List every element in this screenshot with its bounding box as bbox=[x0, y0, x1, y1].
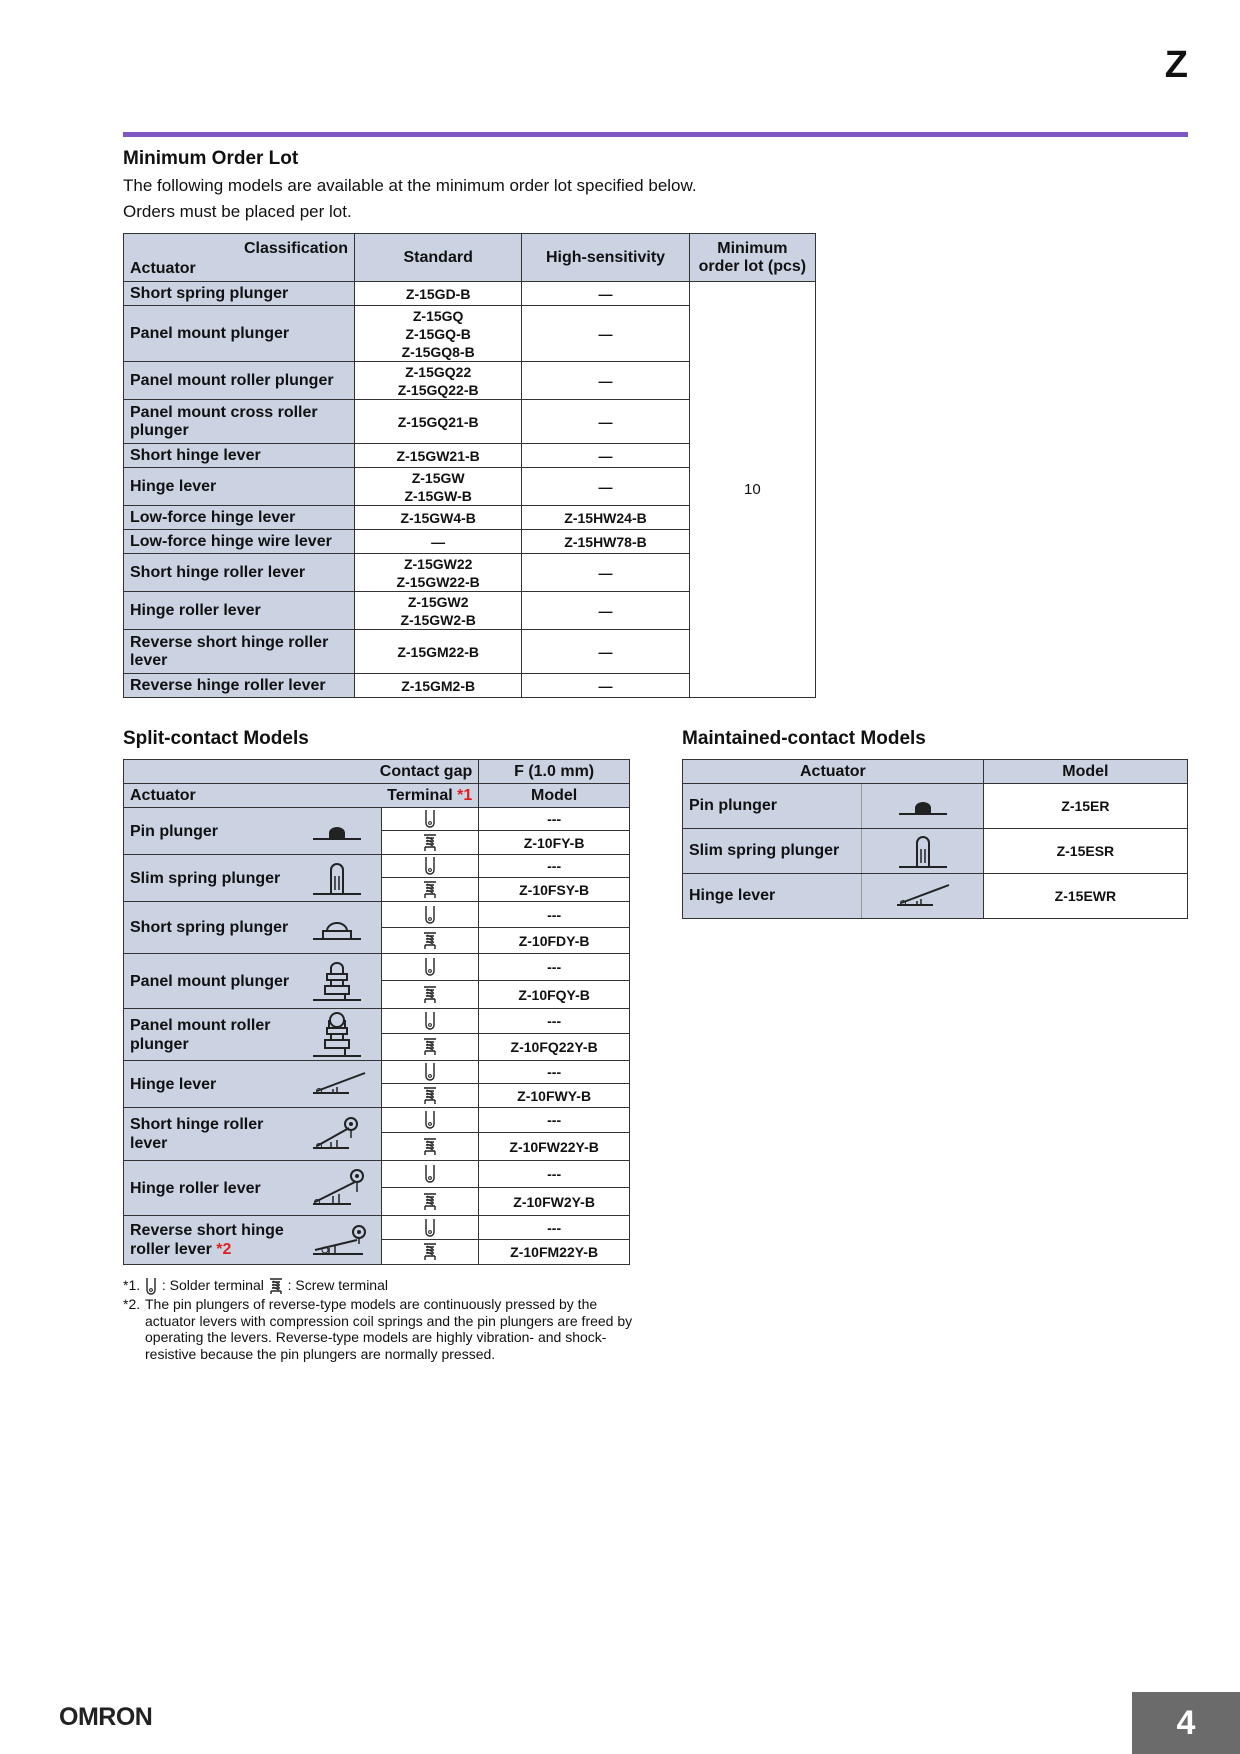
solder-terminal-icon bbox=[381, 855, 479, 878]
solder-terminal-icon bbox=[144, 1277, 158, 1295]
split-actuator-cell bbox=[124, 1216, 310, 1265]
head-terminal bbox=[381, 784, 479, 808]
split-model-solder: --- bbox=[479, 954, 630, 981]
table-row bbox=[124, 855, 630, 878]
fn1-solder: : Solder terminal bbox=[161, 1277, 264, 1293]
split-actuator-label: Reverse short hinge roller lever bbox=[130, 1222, 284, 1258]
standard-model-cell bbox=[355, 362, 522, 400]
min-order-body bbox=[124, 282, 816, 698]
fn2-text: The pin plungers of reverse-type models are continuously pressed by the actuator levers with compression coil springs and the pin plungers are freed by operating the levers. Reverse-type models are highly vibration- and shock-resistive because the pin plungers are normally pressed. bbox=[145, 1296, 633, 1362]
head-split-model: Model bbox=[479, 784, 630, 808]
split-actuator-cell bbox=[124, 954, 310, 1009]
table-row bbox=[124, 954, 630, 981]
reverse-short-hinge-roller-lever-icon bbox=[309, 1216, 381, 1265]
high-sensitivity-cell: Z-15HW24-B bbox=[522, 506, 689, 530]
head-classification: Classification bbox=[243, 239, 348, 257]
split-actuator-cell bbox=[124, 1061, 310, 1108]
head-min-1: Minimum bbox=[717, 239, 788, 257]
hinge-lever-icon bbox=[862, 874, 983, 919]
split-actuator-label: Pin plunger bbox=[130, 822, 218, 840]
split-actuator-cell bbox=[124, 855, 310, 902]
actuator-cell: Reverse short hinge roller lever bbox=[124, 630, 355, 674]
maintained-table bbox=[682, 759, 1188, 919]
hinge-lever-icon bbox=[309, 1061, 381, 1108]
maint-model-cell: Z-15EWR bbox=[983, 874, 1187, 919]
standard-model: Z-15GW-B bbox=[404, 487, 472, 504]
standard-model: Z-15GW21-B bbox=[396, 447, 480, 464]
split-model-solder: --- bbox=[479, 1216, 630, 1240]
split-actuator-label: Short hinge roller lever bbox=[130, 1116, 264, 1152]
solder-terminal-icon bbox=[381, 954, 479, 981]
solder-terminal-icon bbox=[381, 808, 479, 831]
split-model-screw: Z-10FSY-B bbox=[479, 878, 630, 902]
standard-model: Z-15GM22-B bbox=[397, 643, 480, 660]
head-maint-model: Model bbox=[983, 760, 1187, 784]
head-min-order bbox=[689, 234, 815, 282]
high-sensitivity-cell: — bbox=[522, 400, 689, 444]
split-model-solder: --- bbox=[479, 808, 630, 831]
fn2-mark: *2. bbox=[123, 1296, 141, 1312]
head-split-actuator: Actuator bbox=[124, 784, 382, 808]
head-terminal-note: *1 bbox=[457, 786, 473, 804]
table-row bbox=[124, 1009, 630, 1034]
header-rule bbox=[123, 132, 1188, 137]
high-sensitivity-cell: — bbox=[522, 444, 689, 468]
split-actuator-cell bbox=[124, 902, 310, 954]
standard-model: Z-15GQ22-B bbox=[397, 381, 479, 398]
split-model-screw: Z-10FW2Y-B bbox=[479, 1188, 630, 1216]
screw-terminal-icon bbox=[381, 831, 479, 855]
standard-model: Z-15GW22-B bbox=[396, 573, 480, 590]
maint-actuator-cell: Pin plunger bbox=[683, 784, 862, 829]
standard-model: Z-15GQ22 bbox=[405, 363, 472, 380]
high-sensitivity-cell: — bbox=[522, 554, 689, 592]
actuator-cell: Hinge lever bbox=[124, 468, 355, 506]
screw-terminal-icon bbox=[381, 981, 479, 1009]
split-model-screw: Z-10FY-B bbox=[479, 831, 630, 855]
split-actuator-cell bbox=[124, 808, 310, 855]
fn1-mark: *1. bbox=[123, 1277, 141, 1293]
maint-model-cell: Z-15ESR bbox=[983, 829, 1187, 874]
screw-terminal-icon bbox=[381, 1133, 479, 1161]
actuator-cell: Panel mount roller plunger bbox=[124, 362, 355, 400]
min-order-table bbox=[123, 233, 816, 698]
screw-terminal-icon bbox=[381, 878, 479, 902]
maint-actuator-cell: Slim spring plunger bbox=[683, 829, 862, 874]
standard-model: Z-15GW2-B bbox=[400, 611, 476, 628]
footnote-2 bbox=[123, 1296, 633, 1362]
screw-terminal-icon bbox=[381, 1240, 479, 1265]
standard-model-cell bbox=[355, 400, 522, 444]
standard-model: Z-15GQ8-B bbox=[401, 343, 475, 360]
standard-model: Z-15GW bbox=[411, 469, 465, 486]
fn1-screw: : Screw terminal bbox=[287, 1277, 388, 1293]
split-model-solder: --- bbox=[479, 1161, 630, 1188]
split-actuator-label: Short spring plunger bbox=[130, 919, 289, 936]
panel-mount-roller-plunger-icon bbox=[309, 1009, 381, 1061]
slim-spring-plunger-icon bbox=[862, 829, 983, 874]
split-model-solder: --- bbox=[479, 1108, 630, 1133]
solder-terminal-icon bbox=[381, 1009, 479, 1034]
split-model-screw: Z-10FWY-B bbox=[479, 1084, 630, 1108]
table-row bbox=[124, 1216, 630, 1240]
standard-model: Z-15GW2 bbox=[407, 593, 469, 610]
split-model-screw: Z-10FQY-B bbox=[479, 981, 630, 1009]
pin-plunger-icon bbox=[862, 784, 983, 829]
standard-model-cell bbox=[355, 506, 522, 530]
high-sensitivity-cell: — bbox=[522, 674, 689, 698]
split-model-screw: Z-10FW22Y-B bbox=[479, 1133, 630, 1161]
split-model-solder: --- bbox=[479, 1009, 630, 1034]
head-maint-actuator: Actuator bbox=[683, 760, 984, 784]
standard-model: Z-15GQ bbox=[412, 307, 464, 324]
short-spring-plunger-icon bbox=[309, 902, 381, 954]
maint-actuator-cell: Hinge lever bbox=[683, 874, 862, 919]
solder-terminal-icon bbox=[381, 1061, 479, 1084]
actuator-cell: Short hinge roller lever bbox=[124, 554, 355, 592]
standard-model-cell bbox=[355, 282, 522, 306]
split-actuator-cell bbox=[124, 1009, 310, 1061]
standard-model-cell bbox=[355, 468, 522, 506]
table-row bbox=[683, 874, 1188, 919]
standard-model-cell bbox=[355, 444, 522, 468]
split-title: Split-contact Models bbox=[123, 728, 309, 749]
actuator-cell: Low-force hinge lever bbox=[124, 506, 355, 530]
standard-model-cell bbox=[355, 630, 522, 674]
table-row bbox=[124, 1108, 630, 1133]
split-model-screw: Z-10FQ22Y-B bbox=[479, 1034, 630, 1061]
min-lot-value: 10 bbox=[689, 282, 815, 698]
actuator-cell: Short hinge lever bbox=[124, 444, 355, 468]
standard-model: Z-15GQ-B bbox=[405, 325, 471, 342]
standard-model: Z-15GQ21-B bbox=[397, 413, 479, 430]
split-model-screw: Z-10FDY-B bbox=[479, 928, 630, 954]
head-standard: Standard bbox=[355, 234, 522, 282]
screw-terminal-icon bbox=[268, 1277, 284, 1295]
screw-terminal-icon bbox=[381, 1084, 479, 1108]
split-model-solder: --- bbox=[479, 1061, 630, 1084]
standard-model: — bbox=[431, 533, 446, 550]
panel-mount-plunger-icon bbox=[309, 954, 381, 1009]
actuator-cell: Reverse hinge roller lever bbox=[124, 674, 355, 698]
solder-terminal-icon bbox=[381, 1216, 479, 1240]
split-model-screw: Z-10FM22Y-B bbox=[479, 1240, 630, 1265]
split-body bbox=[124, 808, 630, 1265]
table-row bbox=[124, 1161, 630, 1188]
actuator-cell: Low-force hinge wire lever bbox=[124, 530, 355, 554]
head-terminal-label: Terminal bbox=[387, 786, 458, 804]
split-model-solder: --- bbox=[479, 855, 630, 878]
maintained-body bbox=[683, 784, 1188, 919]
table-row bbox=[683, 784, 1188, 829]
table-row bbox=[124, 902, 630, 928]
actuator-cell: Panel mount plunger bbox=[124, 306, 355, 362]
high-sensitivity-cell: — bbox=[522, 306, 689, 362]
head-min-2: order lot (pcs) bbox=[698, 257, 807, 275]
table-row bbox=[683, 829, 1188, 874]
split-actuator-label: Hinge lever bbox=[130, 1075, 217, 1093]
high-sensitivity-cell: — bbox=[522, 282, 689, 306]
actuator-cell: Short spring plunger bbox=[124, 282, 355, 306]
head-actuator: Actuator bbox=[130, 259, 196, 277]
head-high-sensitivity: High-sensitivity bbox=[522, 234, 689, 282]
standard-model-cell bbox=[355, 530, 522, 554]
split-model-solder: --- bbox=[479, 902, 630, 928]
split-actuator-label: Hinge roller lever bbox=[130, 1179, 261, 1197]
hinge-roller-lever-icon bbox=[309, 1161, 381, 1216]
split-actuator-cell bbox=[124, 1161, 310, 1216]
split-actuator-label: Panel mount roller plunger bbox=[130, 1016, 271, 1053]
standard-model: Z-15GM2-B bbox=[401, 677, 476, 694]
head-contact-gap: Contact gap bbox=[124, 760, 479, 784]
split-actuator-cell bbox=[124, 1108, 310, 1161]
actuator-cell: Hinge roller lever bbox=[124, 592, 355, 630]
high-sensitivity-cell: — bbox=[522, 592, 689, 630]
screw-terminal-icon bbox=[381, 928, 479, 954]
screw-terminal-icon bbox=[381, 1188, 479, 1216]
solder-terminal-icon bbox=[381, 1161, 479, 1188]
diag-header bbox=[124, 234, 355, 282]
split-actuator-label: Panel mount plunger bbox=[130, 972, 290, 990]
head-f: F (1.0 mm) bbox=[479, 760, 630, 784]
standard-model: Z-15GW22 bbox=[403, 555, 473, 572]
solder-terminal-icon bbox=[381, 1108, 479, 1133]
standard-model-cell bbox=[355, 306, 522, 362]
maint-model-cell: Z-15ER bbox=[983, 784, 1187, 829]
standard-model: Z-15GW4-B bbox=[400, 509, 476, 526]
slim-spring-plunger-icon bbox=[309, 855, 381, 902]
maintained-title: Maintained-contact Models bbox=[682, 728, 926, 749]
pin-plunger-icon bbox=[309, 808, 381, 855]
omron-logo: OMRON bbox=[59, 1703, 153, 1731]
split-actuator-note: *2 bbox=[216, 1241, 232, 1258]
split-table bbox=[123, 759, 630, 1265]
page-header-letter: Z bbox=[1164, 44, 1188, 86]
table-row bbox=[124, 808, 630, 831]
short-hinge-roller-lever-icon bbox=[309, 1108, 381, 1161]
solder-terminal-icon bbox=[381, 902, 479, 928]
high-sensitivity-cell: — bbox=[522, 362, 689, 400]
table-row bbox=[124, 1061, 630, 1084]
page-number: 4 bbox=[1132, 1692, 1240, 1754]
footnote-1 bbox=[123, 1277, 388, 1295]
min-order-title: Minimum Order Lot bbox=[123, 148, 299, 169]
min-order-line2: Orders must be placed per lot. bbox=[123, 202, 352, 221]
split-actuator-label: Slim spring plunger bbox=[130, 869, 281, 887]
high-sensitivity-cell: — bbox=[522, 630, 689, 674]
standard-model: Z-15GD-B bbox=[405, 285, 471, 302]
high-sensitivity-cell: — bbox=[522, 468, 689, 506]
standard-model-cell bbox=[355, 592, 522, 630]
standard-model-cell bbox=[355, 674, 522, 698]
screw-terminal-icon bbox=[381, 1034, 479, 1061]
min-order-line1: The following models are available at the minimum order lot specified below. bbox=[123, 176, 697, 195]
standard-model-cell bbox=[355, 554, 522, 592]
table-row bbox=[124, 282, 816, 306]
high-sensitivity-cell: Z-15HW78-B bbox=[522, 530, 689, 554]
actuator-cell: Panel mount cross roller plunger bbox=[124, 400, 355, 444]
